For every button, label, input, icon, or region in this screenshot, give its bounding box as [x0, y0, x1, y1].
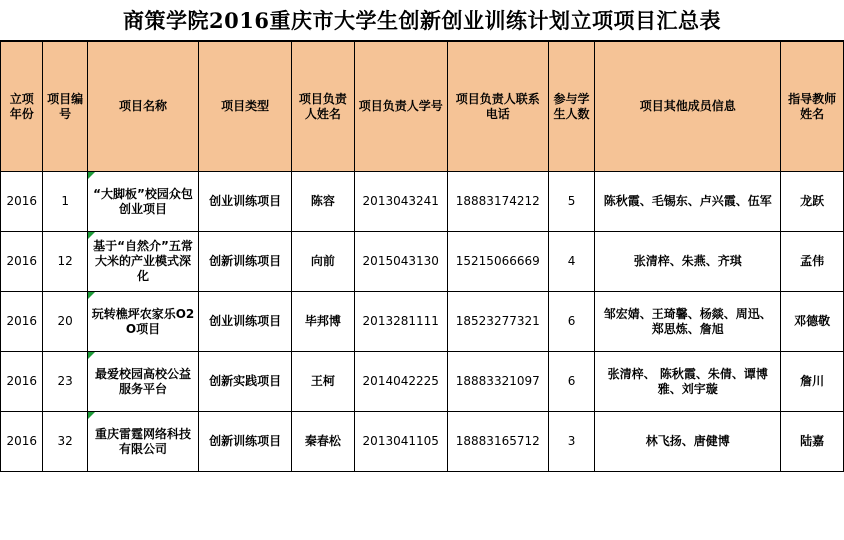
column-header-other-members: 项目其他成员信息	[595, 42, 781, 172]
cell-year: 2016	[1, 352, 43, 412]
cell-leader-student-id: 2014042225	[354, 352, 447, 412]
column-header-project-type: 项目类型	[199, 42, 292, 172]
cell-leader-student-id: 2013041105	[354, 412, 447, 472]
cell-leader-name: 秦春松	[292, 412, 355, 472]
cell-leader-name: 毕邦博	[292, 292, 355, 352]
cell-leader-name: 向前	[292, 232, 355, 292]
cell-student-count: 4	[548, 232, 594, 292]
cell-project-no: 20	[43, 292, 87, 352]
column-header-student-count: 参与学生人数	[548, 42, 594, 172]
cell-project-name: 最爱校园高校公益服务平台	[87, 352, 198, 412]
document-title-bar	[0, 0, 844, 41]
cell-leader-name: 陈容	[292, 172, 355, 232]
cell-other-members: 张清梓、 陈秋霞、朱倩、谭博雅、刘宇璇	[595, 352, 781, 412]
cell-student-count: 3	[548, 412, 594, 472]
column-header-year: 立项年份	[1, 42, 43, 172]
table-header-row	[1, 42, 844, 172]
column-header-project-name: 项目名称	[87, 42, 198, 172]
cell-leader-phone: 15215066669	[447, 232, 548, 292]
column-header-leader-name: 项目负责人姓名	[292, 42, 355, 172]
cell-leader-student-id: 2013043241	[354, 172, 447, 232]
cell-project-no: 1	[43, 172, 87, 232]
cell-leader-name: 王柯	[292, 352, 355, 412]
cell-year: 2016	[1, 412, 43, 472]
table-row	[1, 352, 844, 412]
column-header-advisor-name: 指导教师姓名	[781, 42, 844, 172]
cell-advisor-name: 龙跃	[781, 172, 844, 232]
table-body	[1, 172, 844, 472]
cell-project-name: 重庆雷霆网络科技有限公司	[87, 412, 198, 472]
column-header-project-no: 项目编号	[43, 42, 87, 172]
cell-project-name: 玩转樵坪农家乐O2O项目	[87, 292, 198, 352]
cell-advisor-name: 詹川	[781, 352, 844, 412]
cell-leader-student-id: 2015043130	[354, 232, 447, 292]
cell-leader-phone: 18883174212	[447, 172, 548, 232]
cell-project-type: 创业训练项目	[199, 172, 292, 232]
cell-project-name: “大脚板”校园众包创业项目	[87, 172, 198, 232]
cell-year: 2016	[1, 172, 43, 232]
cell-advisor-name: 孟伟	[781, 232, 844, 292]
cell-project-no: 32	[43, 412, 87, 472]
cell-leader-phone: 18883321097	[447, 352, 548, 412]
table-row	[1, 292, 844, 352]
cell-other-members: 邹宏婧、王琦馨、杨燚、周迅、郑思炼、詹旭	[595, 292, 781, 352]
page-title: 商策学院2016重庆市大学生创新创业训练计划立项项目汇总表	[123, 8, 721, 33]
cell-student-count: 6	[548, 352, 594, 412]
column-header-leader-phone: 项目负责人联系电话	[447, 42, 548, 172]
table-row	[1, 172, 844, 232]
cell-year: 2016	[1, 292, 43, 352]
column-header-leader-student-id: 项目负责人学号	[354, 42, 447, 172]
table-row	[1, 412, 844, 472]
cell-other-members: 张清梓、朱燕、齐琪	[595, 232, 781, 292]
project-summary-table	[0, 41, 844, 472]
cell-project-no: 12	[43, 232, 87, 292]
cell-student-count: 6	[548, 292, 594, 352]
cell-project-type: 创新训练项目	[199, 412, 292, 472]
table-row	[1, 232, 844, 292]
cell-other-members: 林飞扬、唐健博	[595, 412, 781, 472]
cell-leader-phone: 18523277321	[447, 292, 548, 352]
cell-advisor-name: 邓德敬	[781, 292, 844, 352]
cell-project-type: 创新训练项目	[199, 232, 292, 292]
cell-advisor-name: 陆嘉	[781, 412, 844, 472]
table-header	[1, 42, 844, 172]
cell-project-type: 创业训练项目	[199, 292, 292, 352]
cell-other-members: 陈秋霞、毛锡东、卢兴霞、伍军	[595, 172, 781, 232]
cell-student-count: 5	[548, 172, 594, 232]
cell-leader-student-id: 2013281111	[354, 292, 447, 352]
cell-project-no: 23	[43, 352, 87, 412]
cell-project-name: 基于“自然介”五常大米的产业模式深化	[87, 232, 198, 292]
cell-project-type: 创新实践项目	[199, 352, 292, 412]
cell-year: 2016	[1, 232, 43, 292]
cell-leader-phone: 18883165712	[447, 412, 548, 472]
